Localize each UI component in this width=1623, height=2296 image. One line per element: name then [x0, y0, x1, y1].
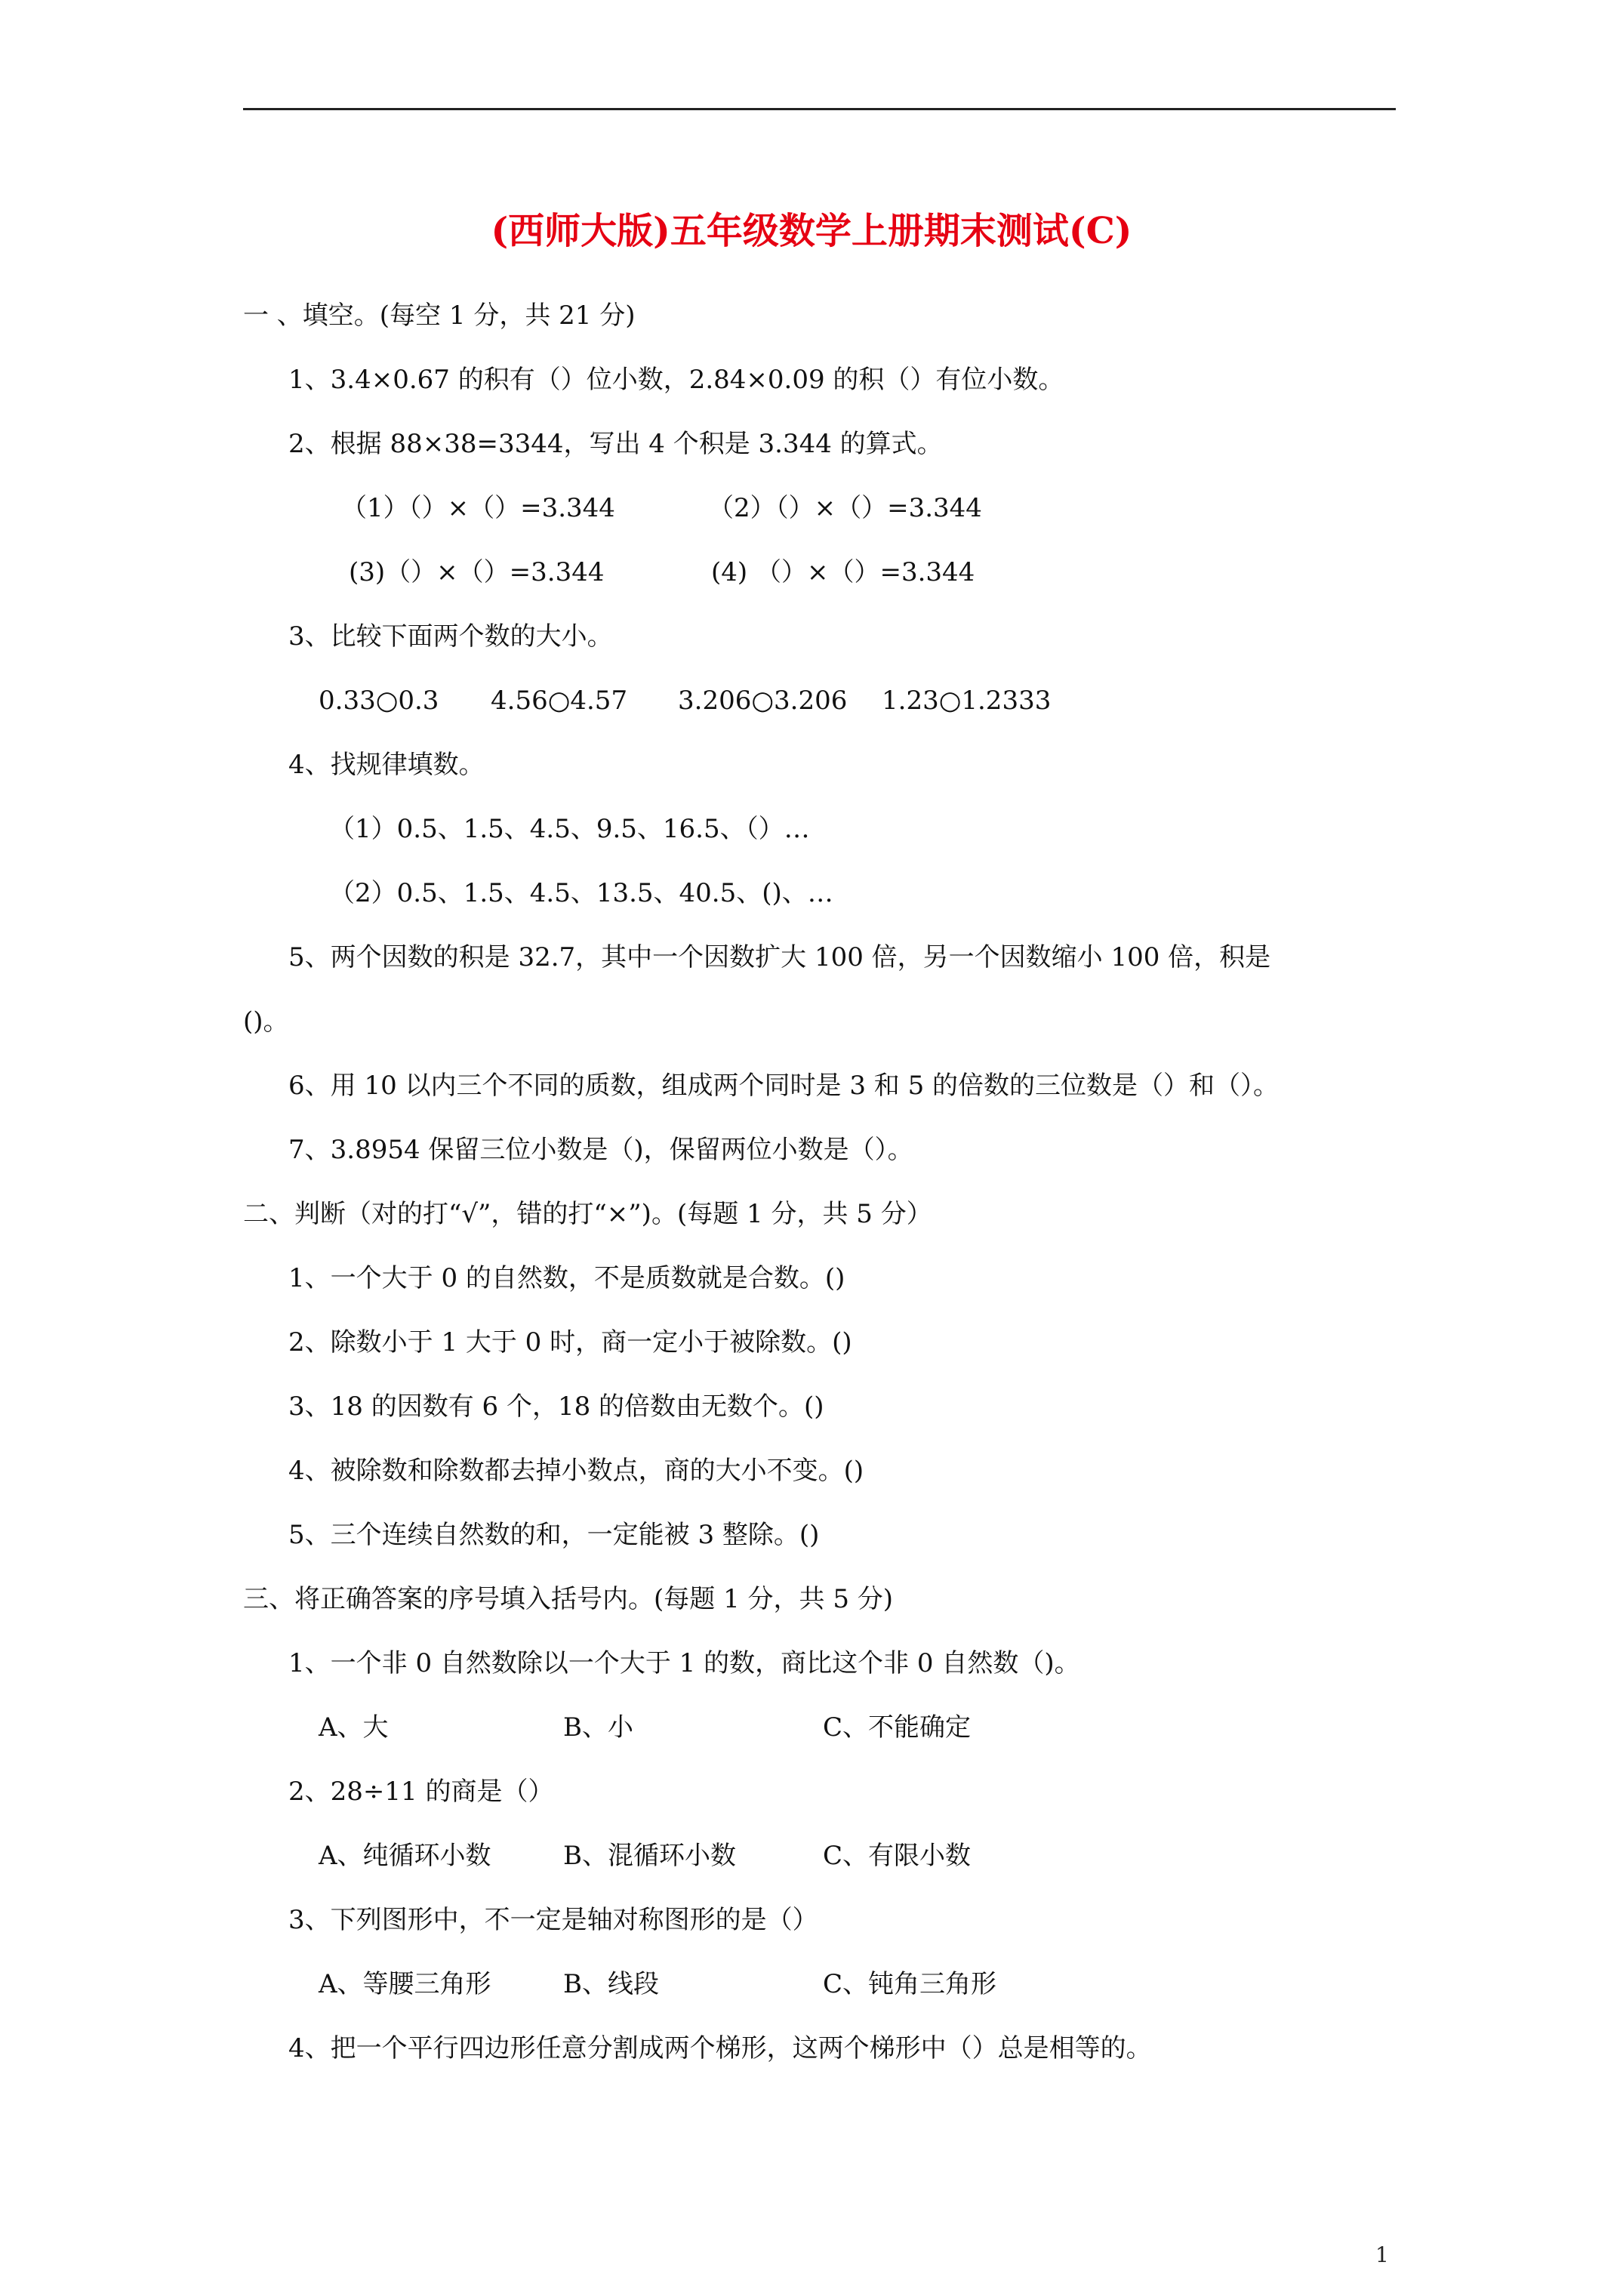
- question-line: 7、3.8954 保留三位小数是（)，保留两位小数是（）。: [288, 1135, 913, 1165]
- question-line: 1、一个非 0 自然数除以一个大于 1 的数，商比这个非 0 自然数（)。: [288, 1648, 1080, 1678]
- equation-item: (3)（）×（）=3.344: [349, 557, 605, 587]
- question-line: 4、把一个平行四边形任意分割成两个梯形，这两个梯形中（）总是相等的。: [288, 2033, 1152, 2063]
- equation-item: （1）（）×（）=3.344: [341, 493, 615, 523]
- compare-item: 1.23○1.2333: [882, 686, 1052, 716]
- page-title: (西师大版)五年级数学上册期末测试(C): [491, 210, 1132, 252]
- question-line: 3、比较下面两个数的大小。: [288, 621, 613, 652]
- equation-item: (4) （）×（）=3.344: [711, 557, 975, 587]
- choice-option: C、有限小数: [823, 1841, 972, 1871]
- page-number: 1: [1375, 2242, 1389, 2267]
- choice-option: A、纯循环小数: [319, 1841, 491, 1871]
- section-heading: 三、将正确答案的序号填入括号内。(每题 1 分，共 5 分): [243, 1584, 894, 1614]
- sequence-item: （2）0.5、1.5、4.5、13.5、40.5、()、…: [329, 878, 833, 908]
- compare-item: 0.33○0.3: [319, 686, 439, 716]
- question-line: 2、根据 88×38=3344，写出 4 个积是 3.344 的算式。: [288, 429, 943, 459]
- section-heading: 一 、填空。(每空 1 分，共 21 分): [243, 300, 636, 331]
- header-rule: [243, 108, 1396, 110]
- choice-option: A、大: [319, 1712, 389, 1743]
- equation-item: （2）（）×（）=3.344: [708, 493, 982, 523]
- question-line: 1、3.4×0.67 的积有（）位小数，2.84×0.09 的积（）有位小数。: [288, 365, 1064, 395]
- question-line-continuation: ()。: [243, 1006, 289, 1037]
- question-line: 2、除数小于 1 大于 0 时，商一定小于被除数。(): [288, 1327, 852, 1358]
- question-line: 3、下列图形中，不一定是轴对称图形的是（）: [288, 1905, 818, 1935]
- section-heading: 二、判断（对的打“√”，错的打“×”)。(每题 1 分，共 5 分）: [243, 1199, 932, 1229]
- choice-option: C、钝角三角形: [823, 1969, 997, 1999]
- question-line: 5、两个因数的积是 32.7，其中一个因数扩大 100 倍，另一个因数缩小 100 倍，积是: [288, 942, 1271, 972]
- question-line: 1、一个大于 0 的自然数，不是质数就是合数。(): [288, 1263, 845, 1293]
- choice-option: C、不能确定: [823, 1712, 972, 1743]
- choice-option: B、小: [563, 1712, 633, 1743]
- choice-option: B、线段: [563, 1969, 659, 1999]
- question-line: 5、三个连续自然数的和，一定能被 3 整除。(): [288, 1520, 820, 1550]
- question-line: 3、18 的因数有 6 个，18 的倍数由无数个。(): [288, 1391, 824, 1422]
- choice-option: A、等腰三角形: [319, 1969, 491, 1999]
- question-line: 6、用 10 以内三个不同的质数，组成两个同时是 3 和 5 的倍数的三位数是（）和（）。: [288, 1071, 1280, 1101]
- choice-option: B、混循环小数: [563, 1841, 736, 1871]
- question-line: 2、28÷11 的商是（）: [288, 1777, 554, 1807]
- question-line: 4、找规律填数。: [288, 750, 485, 780]
- question-line: 4、被除数和除数都去掉小数点，商的大小不变。(): [288, 1456, 864, 1486]
- compare-item: 4.56○4.57: [491, 686, 628, 716]
- sequence-item: （1）0.5、1.5、4.5、9.5、16.5、（）…: [329, 814, 810, 844]
- compare-item: 3.206○3.206: [678, 686, 848, 716]
